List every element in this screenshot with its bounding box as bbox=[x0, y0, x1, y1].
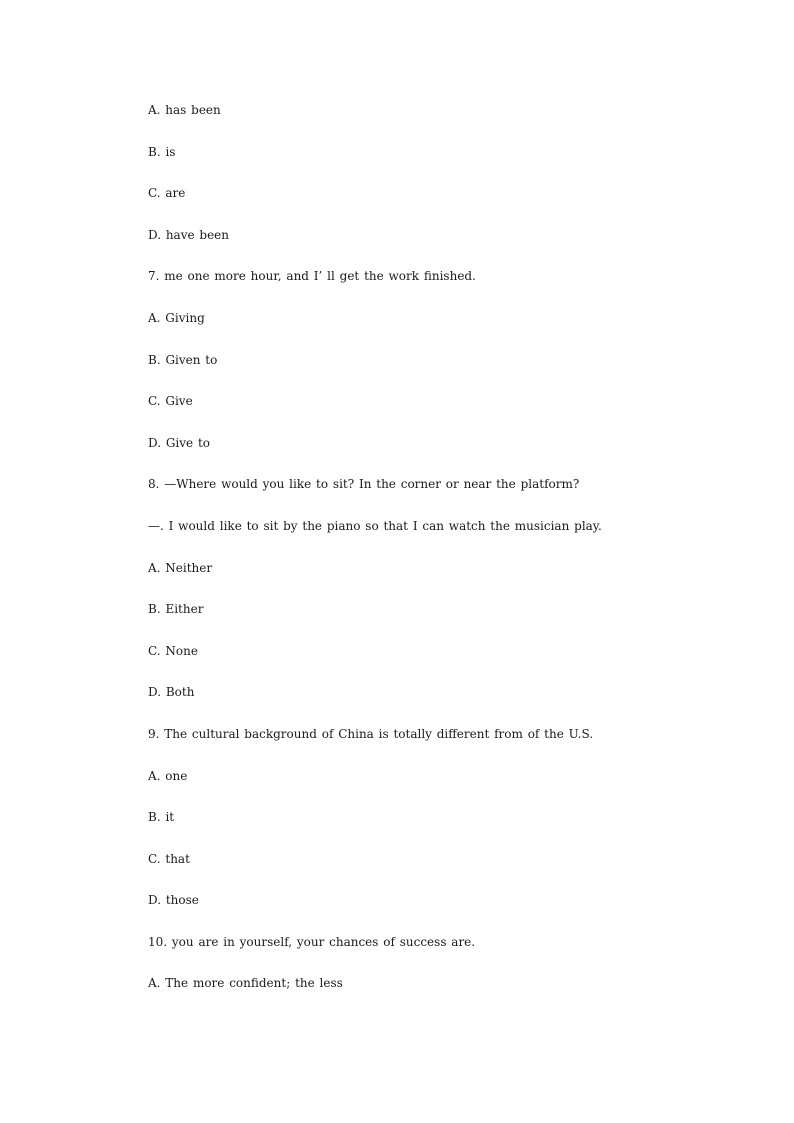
option-line: A. The more confident; the less bbox=[148, 976, 343, 991]
option-line: B. is bbox=[148, 144, 176, 159]
question-line: 7. me one more hour, and I’ ll get the work finished. bbox=[148, 269, 476, 284]
question-line: —. I would like to sit by the piano so that I can watch the musician play. bbox=[148, 518, 602, 533]
option-line: A. has been bbox=[148, 103, 221, 117]
question-line: 9. The cultural background of China is totally different from of the U.S. bbox=[148, 726, 594, 741]
option-line: B. it bbox=[148, 810, 175, 825]
option-line: A. Neither bbox=[148, 560, 213, 575]
option-line: A. Giving bbox=[148, 310, 205, 325]
option-line: C. Give bbox=[148, 394, 193, 409]
option-line: D. Both bbox=[148, 685, 195, 700]
question-line: 8. —Where would you like to sit? In the corner or near the platform? bbox=[148, 477, 580, 492]
option-line: D. Give to bbox=[148, 435, 210, 450]
option-line: A. one bbox=[148, 768, 188, 783]
option-line: D. those bbox=[148, 893, 199, 908]
option-line: C. None bbox=[148, 643, 198, 658]
option-line: B. Either bbox=[148, 602, 204, 617]
option-line: C. that bbox=[148, 851, 190, 866]
document-body bbox=[148, 101, 768, 1016]
question-line: 10. you are in yourself, your chances of success are. bbox=[148, 934, 476, 949]
option-line: B. Given to bbox=[148, 352, 218, 367]
option-line: C. are bbox=[148, 186, 186, 201]
option-line: D. have been bbox=[148, 227, 230, 242]
